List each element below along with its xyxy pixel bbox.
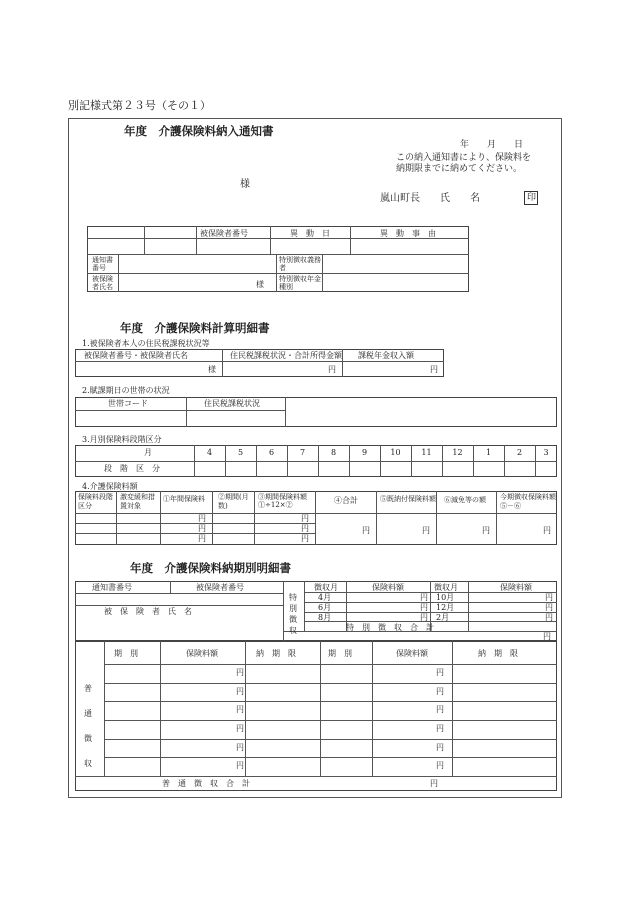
periods-notice-no-label: 通知書番号 [92,583,132,592]
special-yen: 円 [420,613,428,622]
sec2-header-tax: 住民税課税状況 [204,399,260,408]
sec4-header-months: ②期間(月数) [218,493,249,510]
sec4-label: 4.介護保険料額 [82,482,138,491]
month-label: 7 [299,448,306,457]
seal-label: 印 [527,193,537,203]
month-label: 5 [237,448,244,457]
sec4-yen-total: 円 [362,526,370,535]
notice-message-1: この納入通知書により、保険料を [396,153,532,163]
notice-sama: 様 [256,280,264,289]
month-label: 8 [330,448,337,457]
normal-yen: 円 [236,743,244,752]
sec4-header-mitigation: 激変緩和措置対象 [120,493,155,510]
periods-insured-no-label: 被保険者番号 [196,583,244,592]
special-total-yen: 円 [543,632,551,641]
sec1-header-pension: 課税年金収入額 [358,351,414,360]
normal-collection-label: 普通徴収 [84,684,92,768]
month-label: 3 [543,448,549,457]
sec4-yen-reduction: 円 [482,526,490,535]
sec4-header-annual: ①年間保険料 [163,495,205,503]
sec3-label: 3.月別保険料段階区分 [82,435,162,444]
special-month: 12月 [436,603,455,612]
month-label: 1 [485,448,492,457]
addressee-suffix: 様 [240,179,250,190]
sec1-header-name: 被保険者番号・被保険者氏名 [84,351,188,360]
normal-yen: 円 [236,761,244,770]
sec4-header-total: ④合計 [334,496,358,505]
special-month: 8月 [318,613,332,622]
sec4-yen-a2: 円 [198,524,206,533]
month-label: 2 [516,448,523,457]
periods-title: 年度 介護保険料納期別明細書 [130,561,291,575]
normal-yen: 円 [436,724,444,733]
sec1-yen-2: 円 [430,365,438,374]
insured-name-label: 被保険者氏名 [92,275,113,291]
amount-header-2: 保険料額 [500,583,532,592]
normal-yen: 円 [436,761,444,770]
sec2-header-household: 世帯コード [108,399,148,408]
month-label: 4 [206,448,213,457]
month-header: 月 [144,448,152,457]
calc-title: 年度 介護保険料計算明細書 [120,321,270,335]
sec4-yen-b1: 円 [301,514,309,523]
normal-total-label: 普 通 徴 収 合 計 [162,779,250,788]
sec4-yen-a1: 円 [198,514,206,523]
form-number: 別記様式第２３号（その１） [68,99,211,112]
special-yen: 円 [545,593,553,602]
normal-total-yen: 円 [430,779,438,788]
sec4-yen-paid: 円 [422,526,430,535]
normal-header-period-1: 期 別 [114,649,138,658]
notice-header-change-reason: 異 動 事 由 [380,229,436,238]
special-obligor-label: 特別徴収義務者 [279,256,321,272]
sec4-yen-a3: 円 [198,534,206,543]
special-yen: 円 [420,603,428,612]
normal-header-due-1: 納 期 限 [256,649,296,658]
amount-header-1: 保険料額 [372,583,404,592]
special-yen: 円 [545,613,553,622]
normal-yen: 円 [236,724,244,733]
sec4-header-period: ③期間保険料額①÷12×② [258,493,307,509]
special-total-label: 特 別 徴 収 合 計 [346,623,434,632]
month-label: 9 [361,448,368,457]
sec1-sama: 様 [208,365,216,374]
normal-header-amount-2: 保険料額 [396,649,428,658]
special-month: 4月 [318,593,332,602]
sec4-yen-current: 円 [543,526,551,535]
normal-yen: 円 [236,705,244,714]
pension-type-label: 特別徴収年金種別 [279,275,321,291]
periods-insured-name-label: 被 保 険 者 氏 名 [104,607,192,616]
normal-yen: 円 [436,705,444,714]
special-month: 6月 [318,603,332,612]
normal-header-due-2: 納 期 限 [478,649,518,658]
sec4-yen-b2: 円 [301,524,309,533]
normal-yen: 円 [236,687,244,696]
collect-month-header-2: 徴収月 [434,583,458,592]
notice-message-2: 納期限までに納めてください。 [396,164,523,174]
issuer: 嵐山町長 氏 名 [380,193,480,204]
sec4-yen-b3: 円 [301,534,309,543]
seal-stamp [524,191,538,205]
sec4-header-reduction: ⑥減免等の額 [444,496,486,504]
sec1-header-tax: 住民税課税状況・合計所得金額 [230,351,342,360]
sec4-header-current: 今期徴収保険料額⑤－⑥ [500,493,556,510]
normal-yen: 円 [436,687,444,696]
normal-yen: 円 [436,743,444,752]
sec4-header-stage: 保険料段階区分 [78,493,113,510]
stage-label: 段 階 区 分 [104,464,160,473]
normal-header-period-2: 期 別 [328,649,352,658]
normal-yen: 円 [236,668,244,677]
sec1-label: 1.被保険者本人の住民税課税状況等 [82,339,210,348]
special-month: 2月 [436,613,450,622]
notice-header-change-date: 異 動 日 [290,229,330,238]
month-label: 10 [390,448,401,457]
notice-header-insured-no: 被保険者番号 [200,229,248,238]
month-label: 11 [421,448,432,457]
sec1-yen-1: 円 [328,365,336,374]
special-yen: 円 [420,593,428,602]
normal-yen: 円 [436,668,444,677]
normal-header-amount-1: 保険料額 [186,649,218,658]
special-month: 10月 [436,593,455,602]
month-label: 12 [452,448,463,457]
collect-month-header-1: 徴収月 [314,583,338,592]
sec4-header-paid: ⑤既納付保険料額 [380,495,436,503]
special-collection-label: 特別徴収 [289,593,297,635]
sec2-label: 2.賦課期日の世帯の状況 [82,386,170,395]
notice-no-label: 通知書番号 [92,256,113,272]
special-yen: 円 [545,603,553,612]
notice-date: 年 月 日 [460,140,524,150]
month-label: 6 [268,448,275,457]
notice-title: 年度 介護保険料納入通知書 [124,124,274,138]
